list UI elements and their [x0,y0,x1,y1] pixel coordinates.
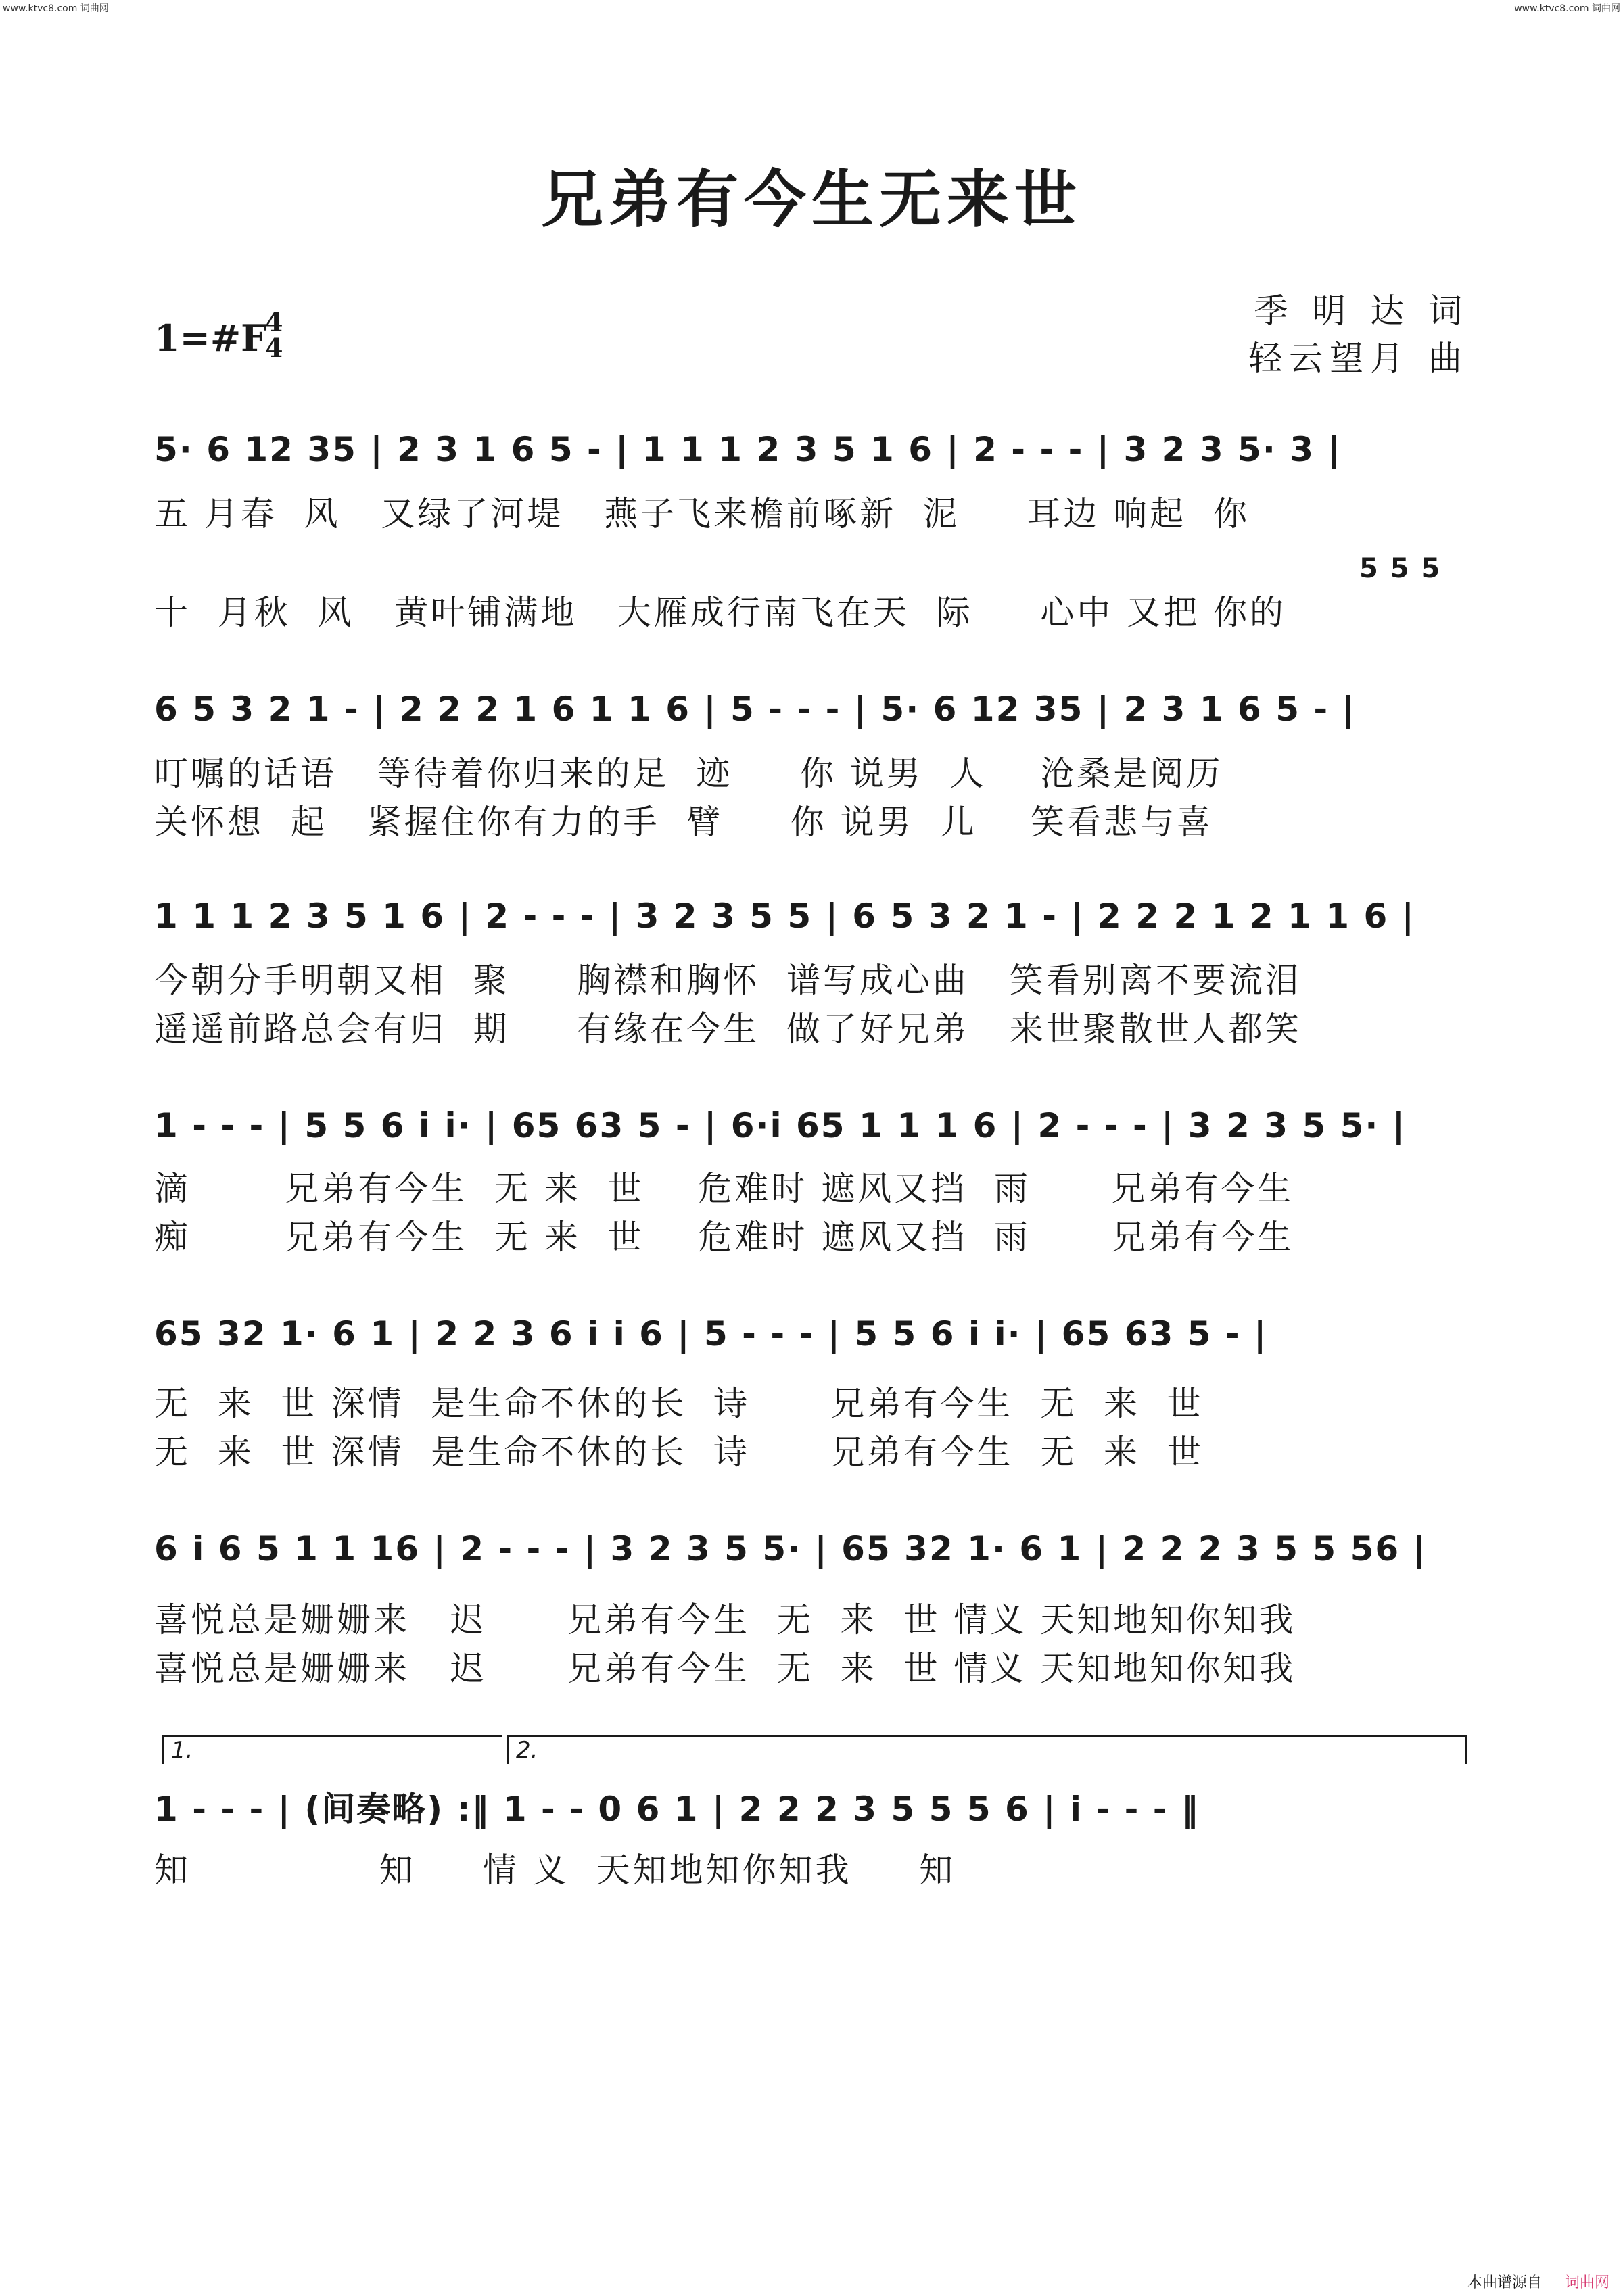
system-4-verse-1: 滴 兄弟有今生 无 来 世 危难时 遮风又挡 雨 兄弟有今生 [154,1169,1294,1208]
system-5-notes: 65 32 1· 6 1 | 2 2 3 6 i i 6 | 5 - - - | 5 5 6 i i· | 65 63 5 - | [154,1314,1268,1354]
system-6-verse-1: 喜悦总是姗姗来 迟 兄弟有今生 无 来 世 情义 天知地知你知我 [154,1600,1296,1640]
key-signature: 1=#F [154,316,267,360]
system-3-verse-1: 今朝分手明朝又相 聚 胸襟和胸怀 谱写成心曲 笑看别离不要流泪 [154,961,1302,1000]
system-1-verse-2: 十 月秋 风 黄叶铺满地 大雁成行南飞在天 际 心中 又把 你的 [154,593,1286,632]
system-2-verse-2: 关怀想 起 紧握住你有力的手 臂 你 说男 儿 笑看悲与喜 [154,803,1213,842]
system-1-verse-1: 五 月春 风 又绿了河堤 燕子飞来檐前啄新 泥 耳边 响起 你 [154,494,1250,533]
system-4-notes: 1 - - - | 5 5 6 i i· | 65 63 5 - | 6·i 65 1 1 1 6 | 2 - - - | 3 2 3 5 5· | [154,1106,1407,1145]
system-3-verse-2: 遥遥前路总会有归 期 有缘在今生 做了好兄弟 来世聚散世人都笑 [154,1009,1302,1049]
volta-2-label: 2. [516,1737,538,1764]
system-6-notes: 6 i 6 5 1 1 16 | 2 - - - | 3 2 3 5 5· | 65 32 1· 6 1 | 2 2 2 3 5 5 56 | [154,1529,1427,1569]
footer-source-label: 本曲谱源自 [1467,2274,1542,2291]
footer-source-site[interactable]: 词曲网 [1564,2274,1609,2291]
system-2-notes: 6 5 3 2 1 - | 2 2 2 1 6 1 1 6 | 5 - - - | 5· 6 12 35 | 2 3 1 6 5 - | [154,690,1356,729]
volta-1-bracket [162,1735,502,1764]
system-1-notes: 5· 6 12 35 | 2 3 1 6 5 - | 1 1 1 2 3 5 1 6 | 2 - - - | 3 2 3 5· 3 | [154,430,1342,469]
header-url-left[interactable]: www.ktvc8.com 词曲网 [3,3,109,14]
system-5-verse-2: 无 来 世 深情 是生命不休的长 诗 兄弟有今生 无 来 世 [154,1433,1204,1472]
meter-bottom: 4 [265,333,283,363]
system-5-verse-1: 无 来 世 深情 是生命不休的长 诗 兄弟有今生 无 来 世 [154,1384,1204,1423]
volta-1-label: 1. [171,1737,193,1764]
system-1-extra-notes: 5 5 5 [1359,553,1442,584]
system-2-verse-1: 叮嘱的话语 等待着你归来的足 迹 你 说男 人 沧桑是阅历 [154,754,1223,793]
system-3-notes: 1 1 1 2 3 5 1 6 | 2 - - - | 3 2 3 5 5 | 6 5 3 2 1 - | 2 2 2 1 2 1 1 6 | [154,896,1415,936]
system-4-verse-2: 痴 兄弟有今生 无 来 世 危难时 遮风又挡 雨 兄弟有今生 [154,1218,1294,1257]
composer-credit: 轻云望月 曲 [1248,339,1469,378]
meter-top: 4 [265,307,283,337]
header-url-right[interactable]: www.ktvc8.com 词曲网 [1514,3,1620,14]
system-7-notes: 1 - - - | (间奏略) :‖ 1 - - 0 6 1 | 2 2 2 3 5 5 5 6 | i - - - ‖ [154,1790,1200,1829]
volta-2-bracket [507,1735,1467,1764]
time-signature [265,307,283,363]
system-7-verse-1: 知 知 情 义 天知地知你知我 知 [154,1850,956,1890]
lyricist-credit: 季 明 达 词 [1254,291,1469,331]
song-title: 兄弟有今生无来世 [540,164,1082,236]
system-6-verse-2: 喜悦总是姗姗来 迟 兄弟有今生 无 来 世 情义 天知地知你知我 [154,1649,1296,1688]
